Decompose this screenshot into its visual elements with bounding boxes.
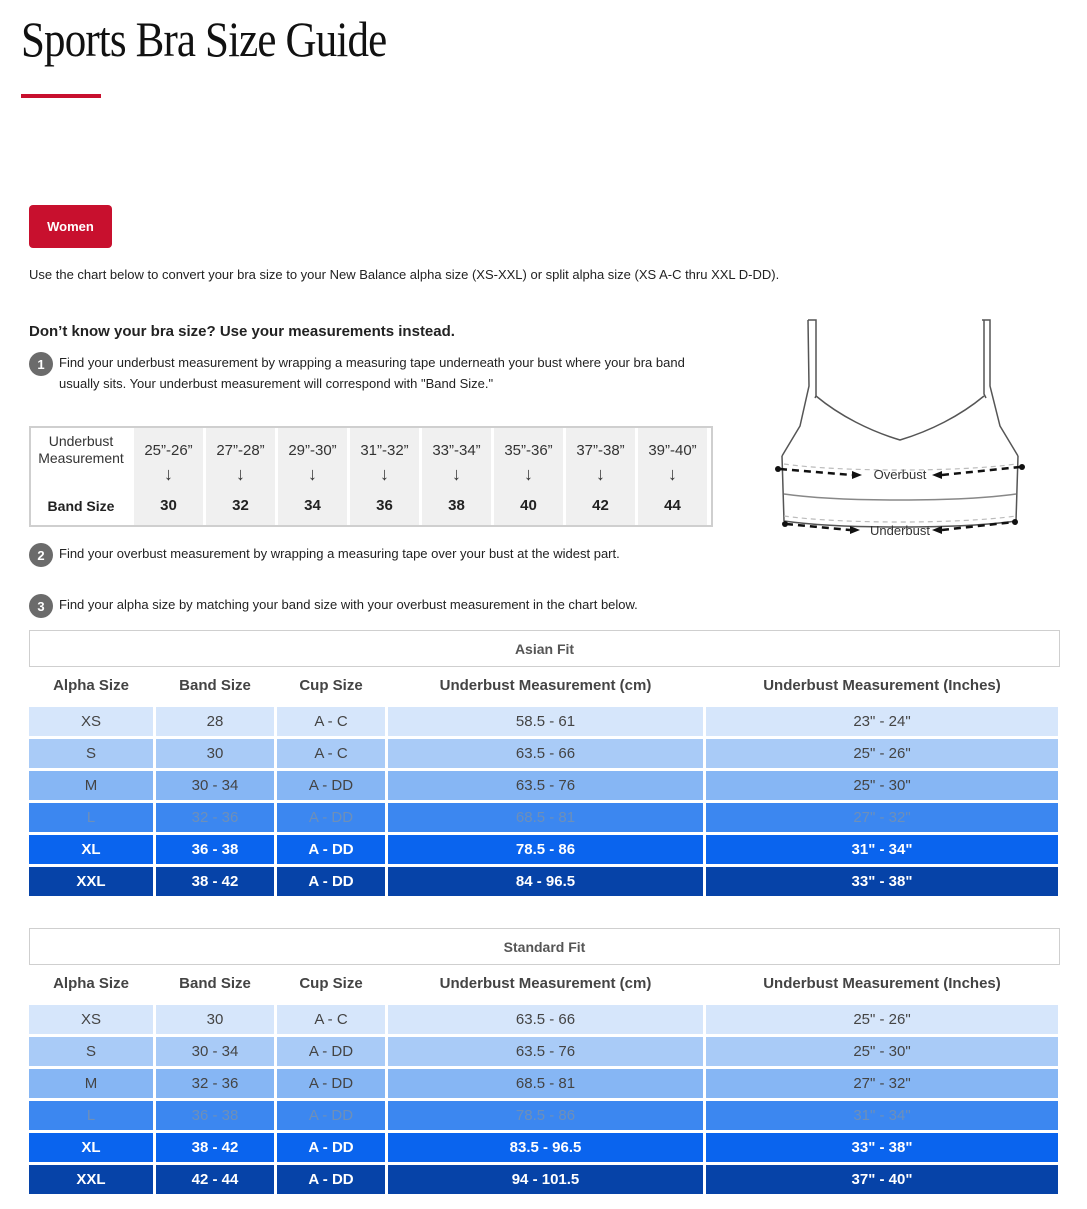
- cup-size-cell: A - DD: [277, 1133, 385, 1162]
- underbust-inches-cell: 27" - 32": [706, 803, 1058, 832]
- band-size-cell: 36 - 38: [156, 835, 274, 864]
- table-row: [29, 867, 1060, 896]
- cup-size-cell: A - DD: [277, 835, 385, 864]
- asian-fit-table: [29, 630, 1060, 896]
- cup-size-cell: A - DD: [277, 1165, 385, 1194]
- table-row: [29, 1069, 1060, 1098]
- underbust-cm-cell: 63.5 - 66: [388, 1005, 703, 1034]
- table-row: [29, 1037, 1060, 1066]
- underbust-cm-cell: 78.5 - 86: [388, 1101, 703, 1130]
- alpha-size-cell: XXL: [29, 867, 153, 896]
- band-size-cell: 30 - 34: [156, 1037, 274, 1066]
- arrow-right-icon: [852, 471, 862, 479]
- cup-size-cell: A - DD: [277, 1101, 385, 1130]
- band-size-cell: 28: [156, 707, 274, 736]
- band-size-cell: 32 - 36: [156, 803, 274, 832]
- cup-size-cell: A - C: [277, 707, 385, 736]
- cup-size-cell: A - DD: [277, 1037, 385, 1066]
- title-underline: [21, 94, 101, 98]
- underbust-measurement: 29”-30”: [288, 442, 337, 459]
- table-header-row: [29, 667, 1060, 704]
- band-row-labels: [31, 428, 131, 525]
- underbust-inches-cell: 25" - 26": [706, 1005, 1058, 1034]
- alpha-size-cell: M: [29, 771, 153, 800]
- band-column: [206, 428, 275, 525]
- table-row: [29, 771, 1060, 800]
- underbust-measurement: 25”-26”: [144, 442, 193, 459]
- alpha-size-cell: XL: [29, 835, 153, 864]
- band-size-value: 32: [232, 497, 249, 514]
- band-column: [134, 428, 203, 525]
- step-number-badge: 2: [29, 543, 53, 567]
- underbust-cm-cell: 94 - 101.5: [388, 1165, 703, 1194]
- table-body: [29, 1005, 1060, 1194]
- underbust-inches-cell: 25" - 30": [706, 1037, 1058, 1066]
- underbust-inches-cell: 37" - 40": [706, 1165, 1058, 1194]
- band-size-cell: 30 - 34: [156, 771, 274, 800]
- band-size-value: 30: [160, 497, 177, 514]
- cup-size-cell: A - DD: [277, 867, 385, 896]
- alpha-size-cell: XS: [29, 1005, 153, 1034]
- step-2: [29, 543, 709, 567]
- underbust-measurement: 39”-40”: [648, 442, 697, 459]
- band-size-cell: 42 - 44: [156, 1165, 274, 1194]
- underbust-inches-cell: 23" - 24": [706, 707, 1058, 736]
- standard-fit-table: [29, 928, 1060, 1194]
- table-row: [29, 1165, 1060, 1194]
- cup-size-cell: A - DD: [277, 803, 385, 832]
- table-row: [29, 739, 1060, 768]
- column-header: Alpha Size: [53, 677, 129, 694]
- table-row: [29, 1101, 1060, 1130]
- underbust-row-label: Underbust Measurement: [38, 433, 124, 466]
- cup-size-cell: A - DD: [277, 771, 385, 800]
- band-size-cell: 30: [156, 1005, 274, 1034]
- underbust-label: Underbust: [870, 523, 930, 538]
- underbust-cm-cell: 63.5 - 76: [388, 771, 703, 800]
- band-size-cell: 30: [156, 739, 274, 768]
- table-row: [29, 1005, 1060, 1034]
- underbust-cm-cell: 63.5 - 76: [388, 1037, 703, 1066]
- table-row: [29, 835, 1060, 864]
- band-column: [494, 428, 563, 525]
- column-header: Alpha Size: [53, 975, 129, 992]
- band-size-value: 38: [448, 497, 465, 514]
- column-header: Underbust Measurement (Inches): [763, 677, 1001, 694]
- table-row: [29, 1133, 1060, 1162]
- band-column: [638, 428, 707, 525]
- band-size-value: 42: [592, 497, 609, 514]
- band-column: [566, 428, 635, 525]
- underbust-inches-cell: 33" - 38": [706, 867, 1058, 896]
- table-title: Standard Fit: [29, 928, 1060, 965]
- alpha-size-cell: XXL: [29, 1165, 153, 1194]
- column-header: Underbust Measurement (cm): [439, 975, 652, 992]
- band-size-cell: 38 - 42: [156, 867, 274, 896]
- underbust-measurement: 35”-36”: [504, 442, 553, 459]
- band-size-value: 44: [664, 497, 681, 514]
- overbust-measure-line-left: [780, 469, 852, 475]
- cup-size-cell: A - C: [277, 1005, 385, 1034]
- band-size-cell: 38 - 42: [156, 1133, 274, 1162]
- measurement-heading: Don’t know your bra size? Use your measurements instead.: [29, 323, 455, 340]
- underbust-endpoint-left: [782, 521, 788, 527]
- page-title: Sports Bra Size Guide: [21, 11, 387, 67]
- underbust-inches-cell: 27" - 32": [706, 1069, 1058, 1098]
- column-header: Underbust Measurement (cm): [439, 677, 652, 694]
- underbust-cm-cell: 58.5 - 61: [388, 707, 703, 736]
- intro-text: Use the chart below to convert your bra size to your New Balance alpha size (XS-XXL) or split alpha size (XS A-C thru XXL D-DD).: [29, 267, 780, 282]
- column-header: Cup Size: [299, 677, 363, 694]
- band-column: [350, 428, 419, 525]
- underbust-cm-cell: 84 - 96.5: [388, 867, 703, 896]
- down-arrow-icon: ↓: [596, 464, 605, 484]
- underbust-cm-cell: 63.5 - 66: [388, 739, 703, 768]
- arrow-left-icon: [932, 471, 942, 479]
- underbust-guide-line: [784, 516, 1016, 522]
- overbust-endpoint-left: [775, 466, 781, 472]
- underbust-inches-cell: 25" - 30": [706, 771, 1058, 800]
- underbust-inches-cell: 25" - 26": [706, 739, 1058, 768]
- bra-outline-icon: [782, 320, 1018, 527]
- band-size-cell: 32 - 36: [156, 1069, 274, 1098]
- overbust-label: Overbust: [873, 467, 927, 482]
- tab-women[interactable]: Women: [29, 205, 112, 248]
- table-body: [29, 707, 1060, 896]
- down-arrow-icon: ↓: [308, 464, 317, 484]
- step-text: Find your alpha size by matching your band size with your overbust measurement in the chart below.: [59, 597, 638, 612]
- overbust-measure-line-right: [942, 467, 1020, 475]
- step-text: Find your underbust measurement by wrapping a measuring tape underneath your bust where your bra band usually sits. Your underbust measurement will correspond with "Band Size.": [59, 355, 685, 391]
- underbust-measurement: 31”-32”: [360, 442, 409, 459]
- table-title: Asian Fit: [29, 630, 1060, 667]
- underbust-inches-cell: 33" - 38": [706, 1133, 1058, 1162]
- table-header-row: [29, 965, 1060, 1002]
- overbust-endpoint-right: [1019, 464, 1025, 470]
- alpha-size-cell: S: [29, 1037, 153, 1066]
- down-arrow-icon: ↓: [164, 464, 173, 484]
- underbust-cm-cell: 68.5 - 81: [388, 803, 703, 832]
- band-size-chart: [29, 426, 713, 527]
- band-column: [422, 428, 491, 525]
- underbust-cm-cell: 83.5 - 96.5: [388, 1133, 703, 1162]
- alpha-size-cell: L: [29, 803, 153, 832]
- alpha-size-cell: S: [29, 739, 153, 768]
- cup-size-cell: A - DD: [277, 1069, 385, 1098]
- column-header: Cup Size: [299, 975, 363, 992]
- step-text: Find your overbust measurement by wrapping a measuring tape over your bust at the widest part.: [59, 546, 620, 561]
- band-size-value: 40: [520, 497, 537, 514]
- down-arrow-icon: ↓: [668, 464, 677, 484]
- band-size-row-label: Band Size: [47, 498, 115, 514]
- underbust-inches-cell: 31" - 34": [706, 835, 1058, 864]
- table-row: [29, 803, 1060, 832]
- down-arrow-icon: ↓: [524, 464, 533, 484]
- band-size-value: 36: [376, 497, 393, 514]
- alpha-size-cell: M: [29, 1069, 153, 1098]
- step-number-badge: 1: [29, 352, 53, 376]
- table-row: [29, 707, 1060, 736]
- alpha-size-cell: L: [29, 1101, 153, 1130]
- band-size-value: 34: [304, 497, 321, 514]
- underbust-measurement: 37”-38”: [576, 442, 625, 459]
- step-3: [29, 594, 709, 618]
- step-1: [29, 352, 709, 394]
- alpha-size-cell: XL: [29, 1133, 153, 1162]
- underbust-measurement: 33”-34”: [432, 442, 481, 459]
- down-arrow-icon: ↓: [380, 464, 389, 484]
- cup-size-cell: A - C: [277, 739, 385, 768]
- alpha-size-cell: XS: [29, 707, 153, 736]
- down-arrow-icon: ↓: [236, 464, 245, 484]
- underbust-cm-cell: 78.5 - 86: [388, 835, 703, 864]
- column-header: Underbust Measurement (Inches): [763, 975, 1001, 992]
- band-column: [278, 428, 347, 525]
- sports-bra-illustration: [770, 316, 1030, 546]
- underbust-cm-cell: 68.5 - 81: [388, 1069, 703, 1098]
- underbust-measurement: 27”-28”: [216, 442, 265, 459]
- underbust-inches-cell: 31" - 34": [706, 1101, 1058, 1130]
- step-number-badge: 3: [29, 594, 53, 618]
- band-size-cell: 36 - 38: [156, 1101, 274, 1130]
- column-header: Band Size: [179, 677, 251, 694]
- down-arrow-icon: ↓: [452, 464, 461, 484]
- column-header: Band Size: [179, 975, 251, 992]
- underbust-endpoint-right: [1012, 519, 1018, 525]
